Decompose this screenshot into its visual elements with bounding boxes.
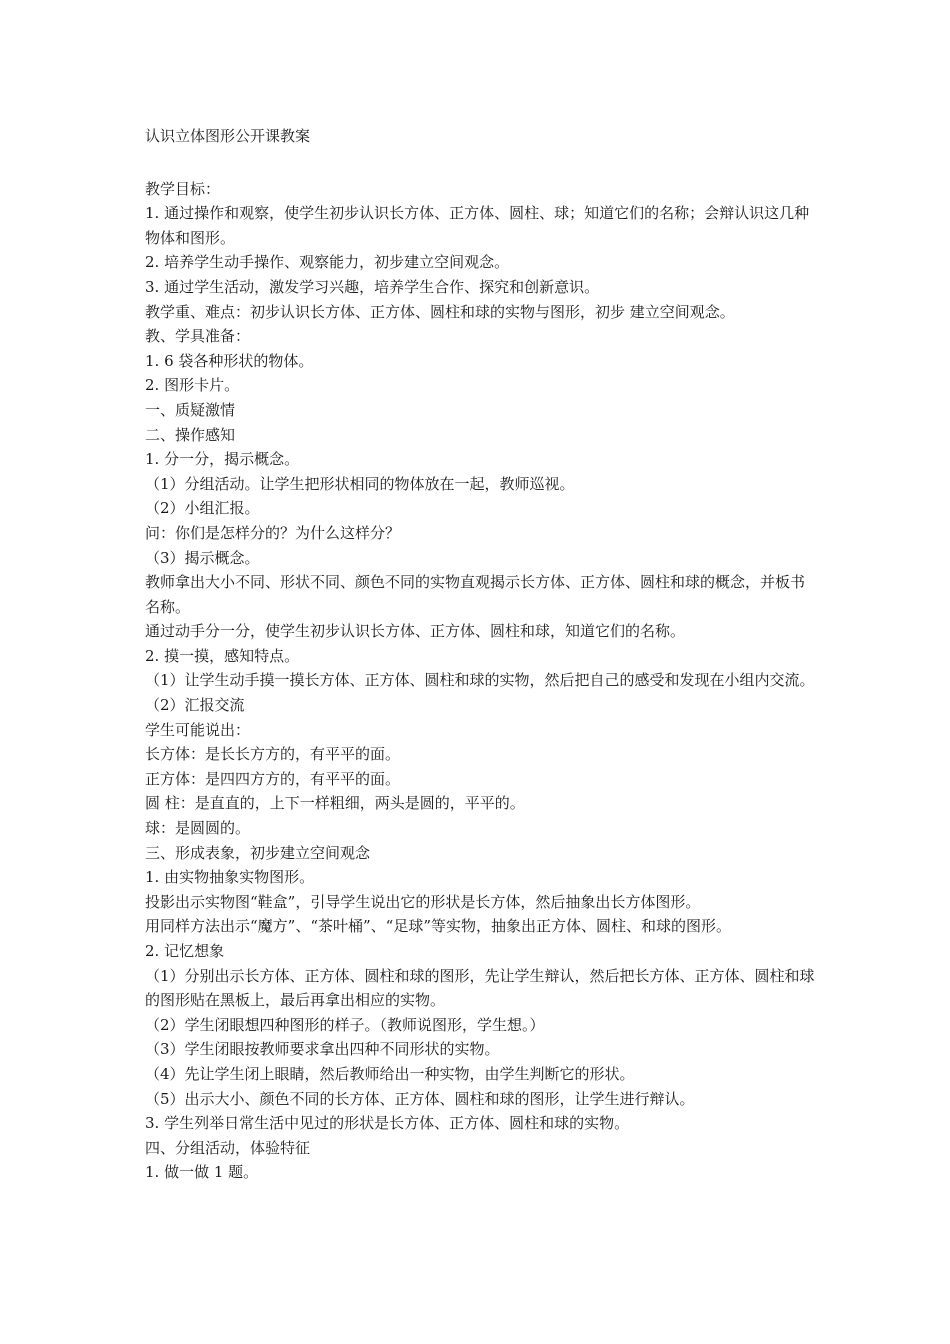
paragraph: 用同样方法出示“魔方”、“茶叶桶”、“足球”等实物，抽象出正方体、圆柱、和球的图形。 [145, 917, 732, 936]
paragraph: 长方体：是长长方方的，有平平的面。 [145, 745, 401, 764]
paragraph: 教学重、难点：初步认识长方体、正方体、圆柱和球的实物与图形，初步 建立空间观念。 [145, 302, 735, 321]
paragraph: （2）学生闭眼想四种图形的样子。（教师说图形，学生想。） [145, 1015, 545, 1034]
paragraph: （1）让学生动手摸一摸长方体、正方体、圆柱和球的实物，然后把自己的感受和发现在小组内交流。 [145, 671, 815, 690]
paragraph: 2. 记忆想象 [145, 942, 225, 960]
document-page [145, 124, 815, 1185]
paragraph: 问：你们是怎样分的？为什么这样分？ [145, 523, 401, 542]
paragraph: （2）小组汇报。 [145, 499, 260, 518]
paragraph: （3）学生闭眼按教师要求拿出四种不同形状的实物。 [145, 1040, 500, 1059]
paragraph: 正方体：是四四方方的，有平平的面。 [145, 769, 401, 788]
paragraph: 2. 摸一摸，感知特点。 [145, 646, 300, 665]
document-title: 认识立体图形公开课教案 [145, 127, 311, 145]
paragraph: 3. 学生列举日常生活中见过的形状是长方体、正方体、圆柱和球的实物。 [145, 1114, 630, 1133]
paragraph: （5）出示大小、颜色不同的长方体、正方体、圆柱和球的图形，让学生进行辩认。 [145, 1089, 695, 1108]
paragraph: 3. 通过学生活动，激发学习兴趣，培养学生合作、探究和创新意识。 [145, 277, 600, 296]
paragraph: 二、操作感知 [145, 425, 236, 444]
paragraph: 一、质疑激情 [145, 400, 236, 419]
paragraph: 教师拿出大小不同、形状不同、颜色不同的实物直观揭示长方体、正方体、圆柱和球的概念，并板书名称。 [145, 573, 806, 616]
paragraph: （4）先让学生闭上眼睛，然后教师给出一种实物，由学生判断它的形状。 [145, 1064, 635, 1083]
paragraph: 1. 通过操作和观察，使学生初步认识长方体、正方体、圆柱、球；知道它们的名称；会辩认识这几种物体和图形。 [145, 204, 810, 247]
paragraph: （2）汇报交流 [145, 696, 245, 715]
paragraph: 1. 由实物抽象实物图形。 [145, 868, 315, 887]
paragraph: 学生可能说出： [145, 720, 251, 739]
paragraph: （3）揭示概念。 [145, 548, 260, 567]
paragraph: 圆 柱：是直直的，上下一样粗细，两头是圆的，平平的。 [145, 794, 525, 813]
paragraph: 1. 分一分，揭示概念。 [145, 450, 300, 469]
paragraph: 三、形成表象，初步建立空间观念 [145, 843, 371, 862]
paragraph: 1. 做一做 1 题。 [145, 1163, 259, 1182]
document-body [145, 177, 815, 1185]
paragraph: 2. 培养学生动手操作、观察能力，初步建立空间观念。 [145, 253, 510, 272]
paragraph: 四、分组活动，体验特征 [145, 1138, 311, 1157]
paragraph: 球：是圆圆的。 [145, 819, 251, 838]
paragraph: （1）分别出示长方体、正方体、圆柱和球的图形，先让学生辩认，然后把长方体、正方体、圆柱和球的图形贴在黑板上，最后再拿出相应的实物。 [145, 966, 815, 1010]
paragraph: 2. 图形卡片。 [145, 376, 240, 395]
paragraph: 通过动手分一分，使学生初步认识长方体、正方体、圆柱和球，知道它们的名称。 [145, 622, 686, 641]
paragraph: （1）分组活动。让学生把形状相同的物体放在一起，教师巡视。 [145, 474, 575, 493]
paragraph: 教、学具准备： [145, 327, 251, 346]
paragraph: 1. 6 袋各种形状的物体。 [145, 351, 314, 370]
paragraph: 教学目标： [145, 179, 221, 198]
paragraph: 投影出示实物图“鞋盒”，引导学生说出它的形状是长方体，然后抽象出长方体图形。 [145, 892, 701, 911]
